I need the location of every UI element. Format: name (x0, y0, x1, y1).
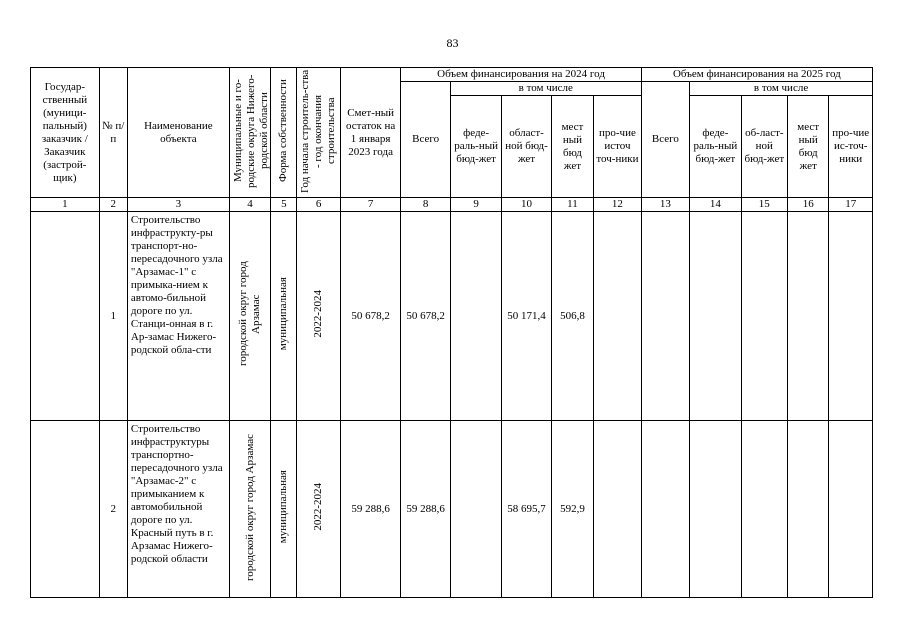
row-oth-2025 (829, 212, 873, 421)
header-total-2024: Всего (401, 82, 450, 198)
row-customer (31, 421, 100, 598)
column-number-row (31, 198, 873, 212)
header-reg-2025: об-ласт-ной бюд-жет (741, 96, 787, 198)
row-years (297, 212, 340, 421)
row-years (297, 421, 340, 598)
row-total-2024: 59 288,6 (401, 421, 450, 598)
row-ownership (271, 212, 297, 421)
column-number: 2 (99, 198, 127, 212)
header-including-2024: в том числе (450, 82, 641, 96)
row-municipality (229, 421, 270, 598)
row-total-2025 (641, 421, 689, 598)
row-estimate: 50 678,2 (340, 212, 401, 421)
header-municipality (229, 68, 270, 198)
header-oth-2024: про-чие источ точ-ники (594, 96, 642, 198)
row-oth-2025 (829, 421, 873, 598)
row-num: 2 (99, 421, 127, 598)
header-name: Наименование объекта (127, 68, 229, 198)
header-ownership-text: Форма собственности (277, 79, 290, 182)
row-oth-2024 (594, 212, 642, 421)
column-number: 3 (127, 198, 229, 212)
row-loc-2024: 592,9 (551, 421, 593, 598)
row-municipality (229, 212, 270, 421)
row-loc-2025 (788, 212, 829, 421)
column-number: 16 (788, 198, 829, 212)
header-reg-2024: област-ной бюд-жет (502, 96, 551, 198)
column-number: 15 (741, 198, 787, 212)
header-num: № п/ п (99, 68, 127, 198)
row-ownership-text: муниципальная (277, 470, 290, 544)
row-municipality-text: городской округ город Арзамас (243, 433, 256, 581)
row-loc-2024: 506,8 (551, 212, 593, 421)
column-number: 8 (401, 198, 450, 212)
header-customer: Государ-ственный (муници-пальный) заказчик / Заказчик (застрой-щик) (31, 68, 100, 198)
header-ownership (271, 68, 297, 198)
header-years-text: Год начала строитель-ства - год окончания строительства (299, 68, 338, 193)
header-loc-2025: мест ный бюд жет (788, 96, 829, 198)
row-fed-2024 (450, 212, 501, 421)
header-municipality-text: Муниципальные и го-родские округа Нижего-родской области (231, 73, 270, 188)
row-fed-2025 (690, 212, 741, 421)
row-loc-2025 (788, 421, 829, 598)
header-fed-2024: феде-раль-ный бюд-жет (450, 96, 501, 198)
table-row (31, 421, 873, 598)
column-number: 6 (297, 198, 340, 212)
row-years-text: 2022-2024 (312, 483, 325, 531)
table-row (31, 212, 873, 421)
row-object-name: Строительство инфраструктуры транспортно-пересадочного узла "Арзамас-2" с примыканием к автомобильной дороге по ул. Красный путь в г. Арзамас Нижего-родской области (127, 421, 229, 598)
row-municipality-text: городской округ город Арзамас (237, 261, 263, 367)
header-estimate: Смет-ный остаток на 1 января 2023 года (340, 68, 401, 198)
row-estimate: 59 288,6 (340, 421, 401, 598)
column-number: 11 (551, 198, 593, 212)
row-years-text: 2022-2024 (312, 290, 325, 338)
row-fed-2025 (690, 421, 741, 598)
row-ownership-text: муниципальная (277, 277, 290, 351)
column-number: 14 (690, 198, 741, 212)
header-years (297, 68, 340, 198)
row-reg-2025 (741, 421, 787, 598)
financing-table (30, 67, 873, 598)
column-number: 5 (271, 198, 297, 212)
column-number: 7 (340, 198, 401, 212)
page-number: 83 (446, 36, 459, 50)
column-number: 17 (829, 198, 873, 212)
column-number: 13 (641, 198, 689, 212)
row-ownership (271, 421, 297, 598)
row-object-name: Строительство инфраструкту-ры транспорт-но-пересадочного узла "Арзамас-1" с примыка-нием к автомо-бильной дороге по ул. Станци-онная в г. Ар-замас Нижего-родской обла-сти (127, 212, 229, 421)
row-total-2025 (641, 212, 689, 421)
row-num: 1 (99, 212, 127, 421)
column-number: 12 (594, 198, 642, 212)
header-fin-2025: Объем финансирования на 2025 год (641, 68, 872, 82)
row-total-2024: 50 678,2 (401, 212, 450, 421)
header-row-1 (31, 68, 873, 82)
row-reg-2024: 50 171,4 (502, 212, 551, 421)
row-customer (31, 212, 100, 421)
column-number: 9 (450, 198, 501, 212)
row-reg-2024: 58 695,7 (502, 421, 551, 598)
header-loc-2024: мест ный бюд жет (551, 96, 593, 198)
header-oth-2025: про-чие ис-точ-ники (829, 96, 873, 198)
column-number: 10 (502, 198, 551, 212)
header-total-2025: Всего (641, 82, 689, 198)
header-including-2025: в том числе (690, 82, 873, 96)
row-oth-2024 (594, 421, 642, 598)
row-fed-2024 (450, 421, 501, 598)
header-fed-2025: феде-раль-ный бюд-жет (690, 96, 741, 198)
column-number: 1 (31, 198, 100, 212)
header-fin-2024: Объем финансирования на 2024 год (401, 68, 641, 82)
column-number: 4 (229, 198, 270, 212)
row-reg-2025 (741, 212, 787, 421)
